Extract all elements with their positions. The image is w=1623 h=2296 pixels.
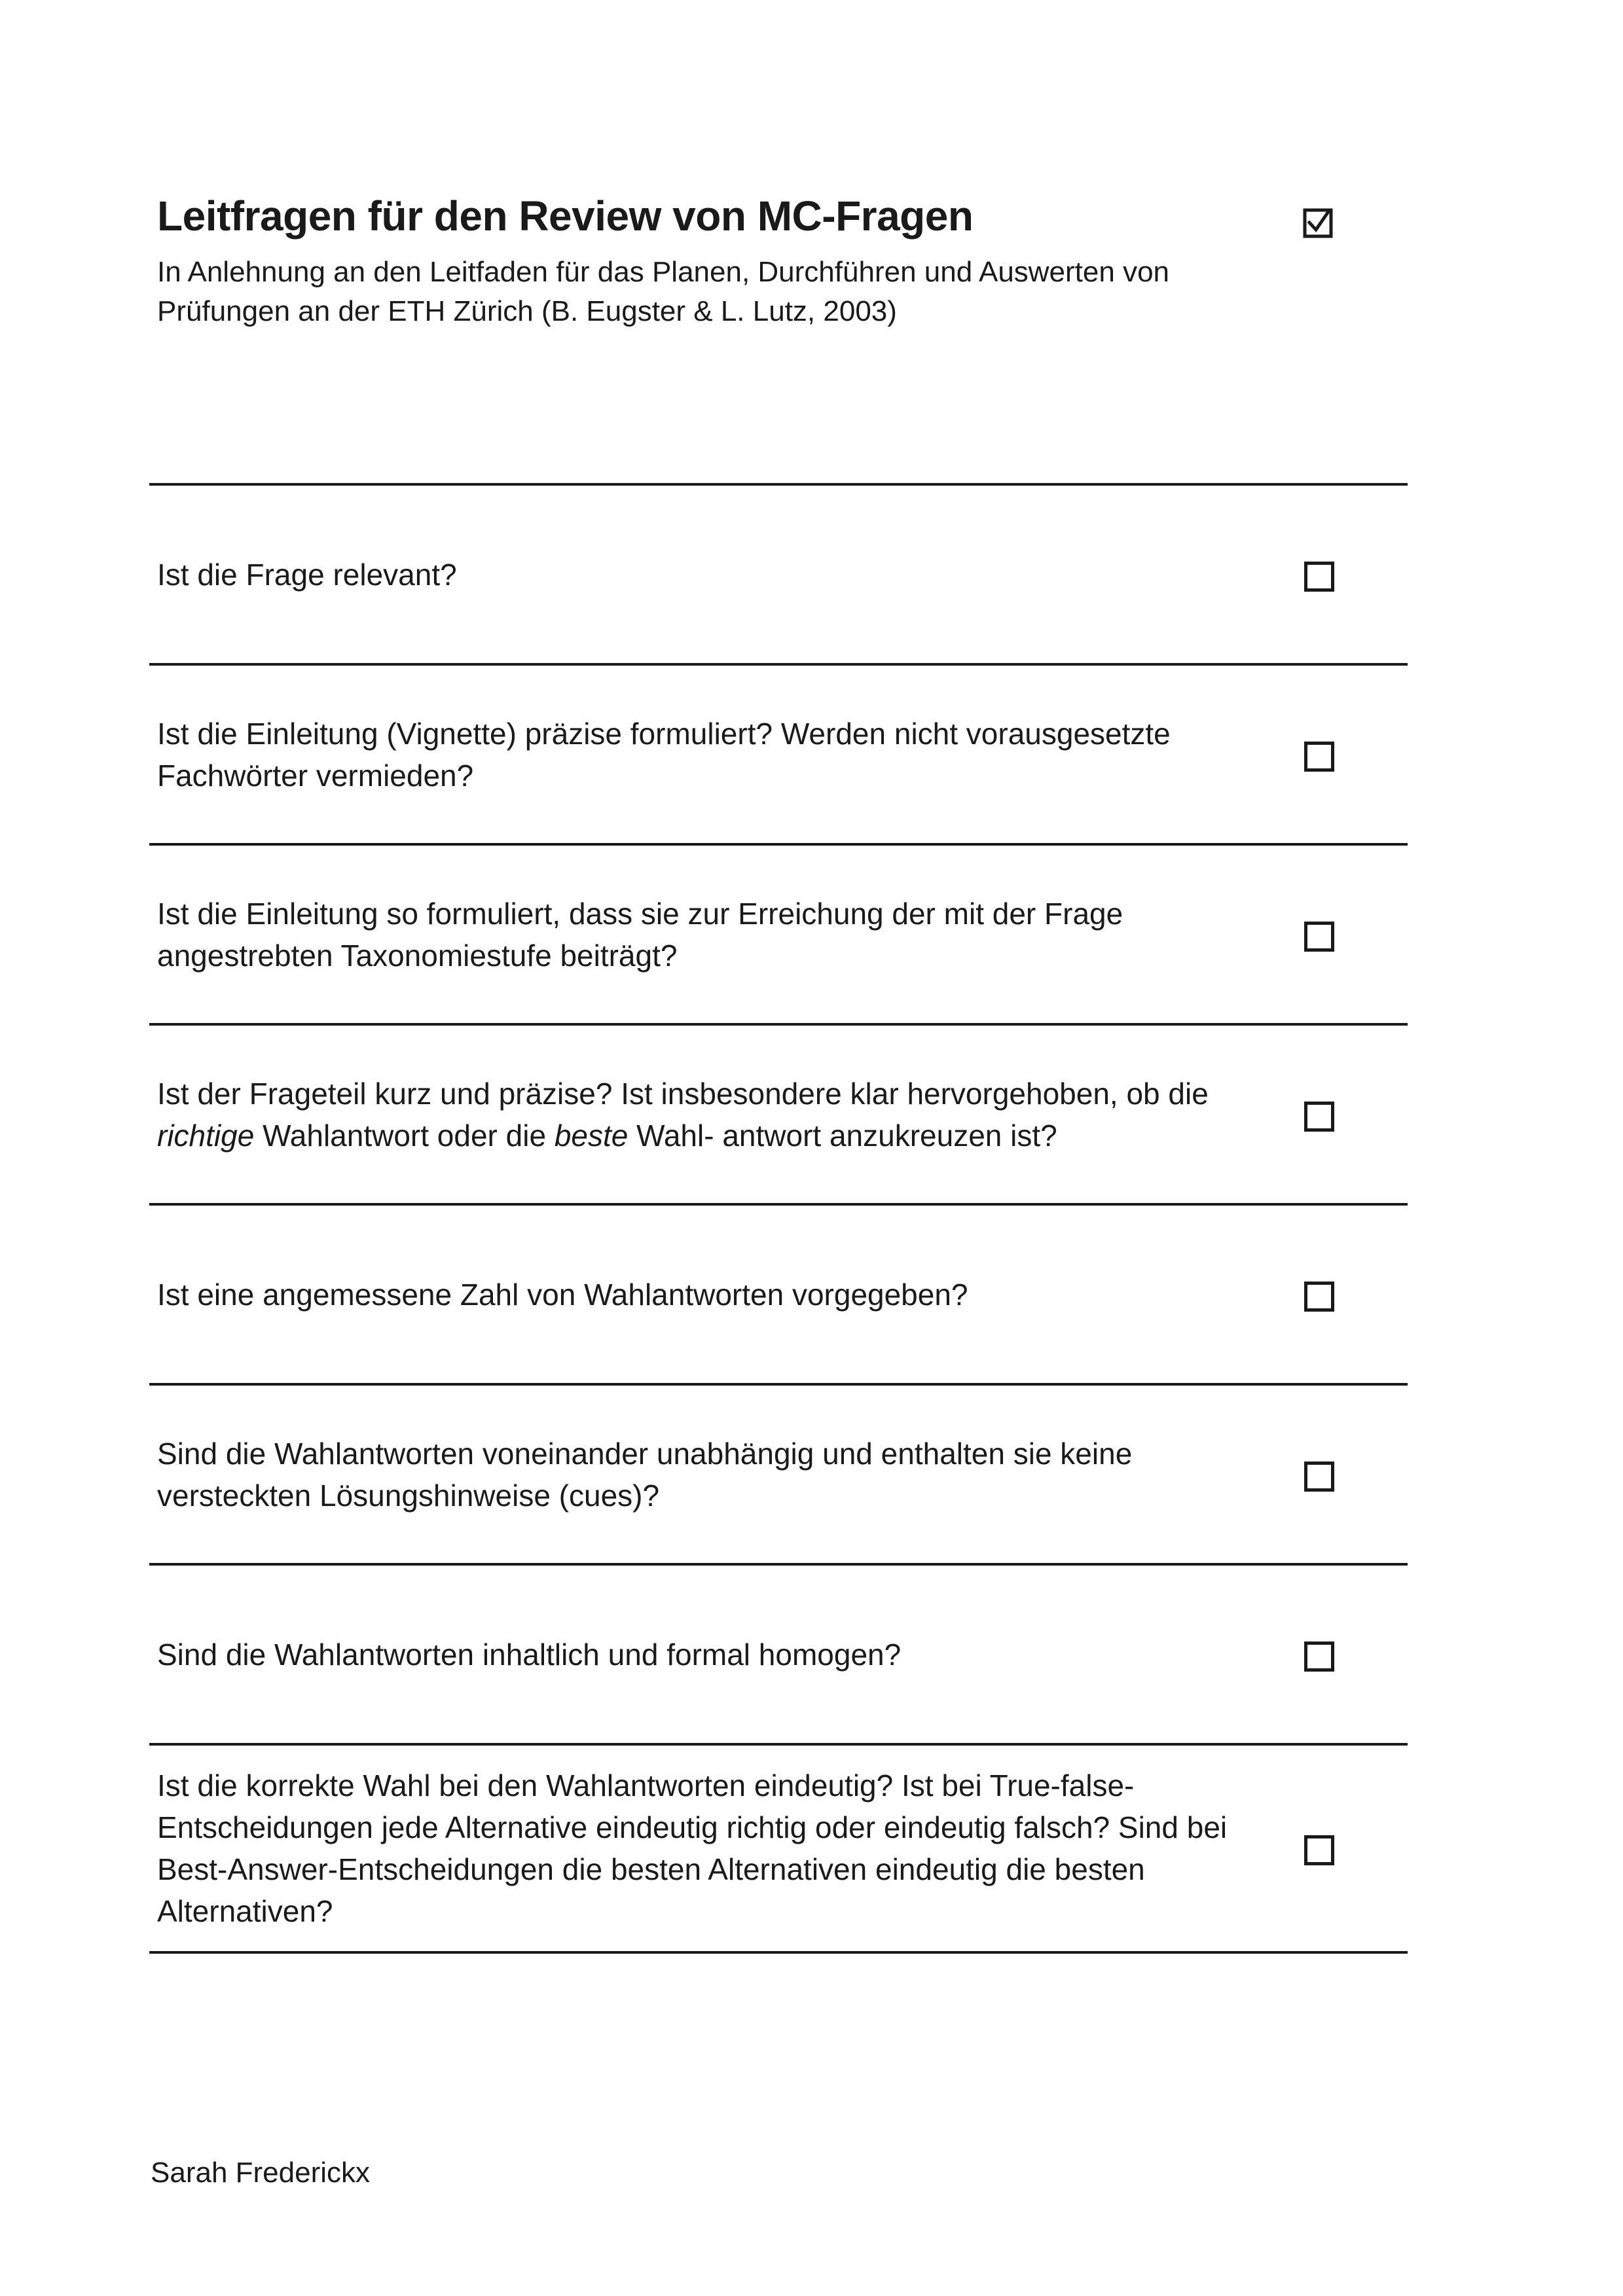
checkbox[interactable] bbox=[1304, 922, 1334, 952]
checklist-row bbox=[149, 1566, 1408, 1746]
checklist-row bbox=[149, 846, 1408, 1026]
question-text: Ist die Einleitung so formuliert, dass sie zur Erreichung der mit der Frage angestrebten Taxonomiestufe beiträgt? bbox=[157, 896, 1123, 973]
document-header bbox=[157, 190, 1270, 331]
question-text: Ist die Einleitung (Vignette) präzise formuliert? Werden nicht vorausgesetzte Fachwörter vermieden? bbox=[157, 716, 1171, 793]
emphasis-beste: beste bbox=[554, 1118, 629, 1153]
review-checklist bbox=[149, 483, 1408, 1954]
checkbox[interactable] bbox=[1304, 742, 1334, 772]
question-text bbox=[149, 1073, 1231, 1157]
page-subtitle: In Anlehnung an den Leitfaden für das Planen, Durchführen und Auswerten von Prüfungen an der ETH Zürich (B. Eugster & L. Lutz, 2003) bbox=[157, 256, 1170, 327]
checkbox[interactable] bbox=[1304, 1462, 1334, 1492]
page-title: Leitfragen für den Review von MC-Fragen bbox=[157, 192, 974, 240]
question-text: Sind die Wahlantworten inhaltlich und formal homogen? bbox=[157, 1637, 902, 1672]
question-text-part: Ist der Frageteil kurz und präzise? Ist insbesondere klar hervorgehoben, ob die bbox=[157, 1076, 1209, 1111]
checkbox[interactable] bbox=[1304, 1641, 1334, 1672]
checkbox[interactable] bbox=[1304, 1835, 1334, 1865]
checklist-row bbox=[149, 666, 1408, 846]
checkbox[interactable] bbox=[1304, 1282, 1334, 1312]
checklist-row bbox=[149, 1386, 1408, 1566]
question-text: Ist eine angemessene Zahl von Wahlantworten vorgegeben? bbox=[157, 1277, 968, 1312]
question-text: Ist die Frage relevant? bbox=[157, 557, 457, 592]
question-text-part: Wahlantwort oder die bbox=[254, 1118, 555, 1153]
author-name: Sarah Frederickx bbox=[151, 2157, 371, 2189]
checked-checkbox-icon bbox=[1303, 208, 1333, 238]
question-text: Sind die Wahlantworten voneinander unabhängig und enthalten sie keine versteckten Lösungshinweise (cues)? bbox=[157, 1436, 1133, 1513]
checklist-row bbox=[149, 1206, 1408, 1386]
checklist-row bbox=[149, 1026, 1408, 1206]
checkbox[interactable] bbox=[1304, 1102, 1334, 1132]
checklist-row bbox=[149, 1746, 1408, 1954]
question-text-part: Wahl- antwort anzukreuzen ist? bbox=[628, 1118, 1057, 1153]
emphasis-richtige: richtige bbox=[157, 1118, 255, 1153]
checkbox[interactable] bbox=[1304, 562, 1334, 592]
checklist-row bbox=[149, 486, 1408, 666]
question-text: Ist die korrekte Wahl bei den Wahlantworten eindeutig? Ist bei True-false-Entscheidungen jede Alternative eindeutig richtig oder eindeutig falsch? Sind bei Best-Answer-Entscheidungen die besten Alternativen eindeutig die besten Alternativen? bbox=[157, 1768, 1228, 1928]
